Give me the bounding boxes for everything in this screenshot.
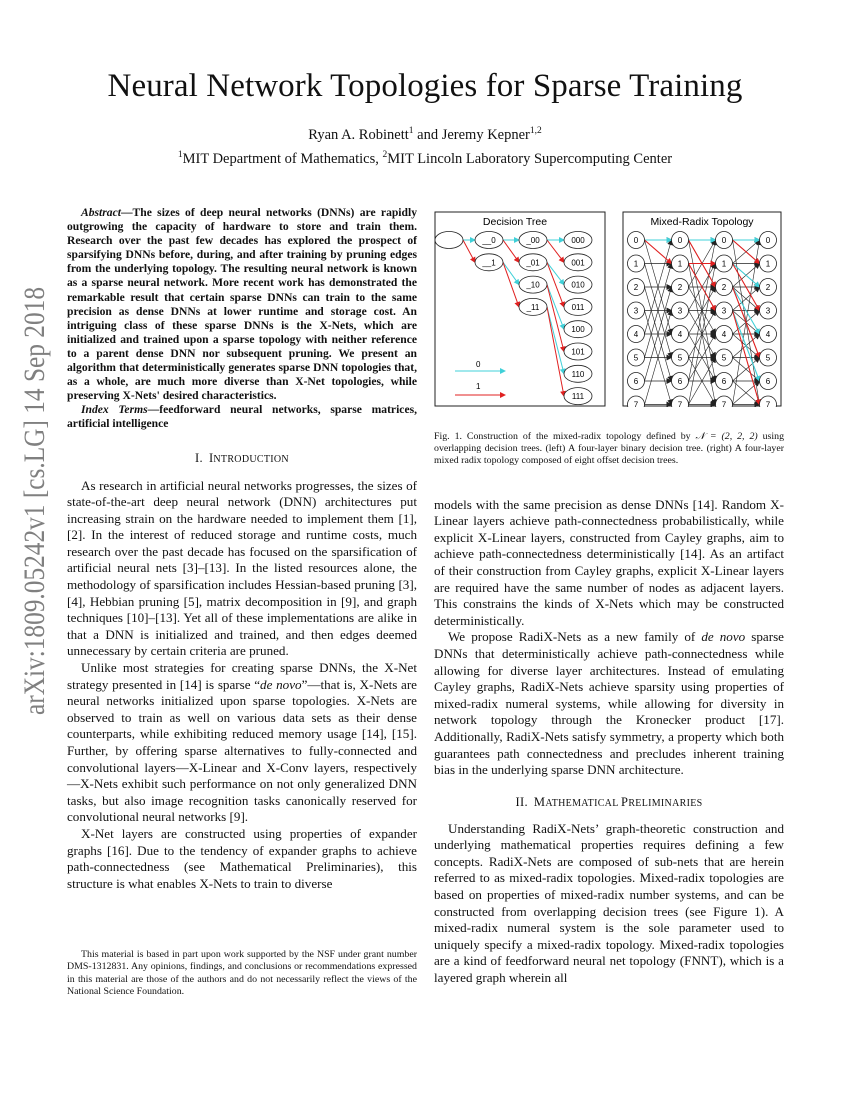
intro-p2-italic: de novo bbox=[260, 676, 302, 692]
mix-node-label: 6 bbox=[633, 377, 639, 386]
mix-node-label: 5 bbox=[633, 353, 639, 363]
section-1-rest: NTRODUCTION bbox=[213, 453, 289, 465]
mix-node-label: 0 bbox=[765, 236, 771, 245]
mix-node-label: 5 bbox=[765, 353, 771, 363]
tree-node-label: 110 bbox=[571, 369, 585, 379]
abstract-lead: Abstract bbox=[81, 206, 121, 219]
section-2-first-a: M bbox=[533, 794, 546, 809]
author-2-sup: 1,2 bbox=[529, 126, 542, 136]
arxiv-stamp-svg bbox=[10, 285, 58, 715]
affil-2: MIT Lincoln Laboratory Supercomputing Center bbox=[387, 151, 673, 167]
intro-p2-part-b: ”—that is, X-Nets are neural networks initialized upon sparse topologies. X-Nets are observed to train as well on various data sets as their dense counterparts, while exhibiting reduced memory usage [14], [15]. Further, by offering sparse alternatives to fully-connected and convolutional layers—X-Linear and X-Conv layers, respectively—X-Nets exhibit such performance on not only generalized DNN tasks, but also image recognition tasks canonically reserved for convolutional neural networks [9]. bbox=[67, 676, 417, 825]
arxiv-stamp-text: arXiv:1809.05242v1 [cs.LG] 14 Sep 2018 bbox=[19, 285, 51, 715]
abstract-text: —The sizes of deep neural networks (DNNs) are rapidly outgrowing the capacity of hardware to store and train them. Research over the past few decades has explored the prospect of sparsifying DNNs before, during, and after training by pruning edges from the underlying topology. The resulting neural network is known as a sparse neural network. More recent work has demonstrated the remarkable result that certain sparse DNNs can train to the same precision as dense DNNs at lower runtime and storage cost. An intriguing class of these sparse DNNs is the X-Nets, which are initialized and trained upon a sparse topology with neither reference to a parent dense DNN nor subsequent pruning. We present an algorithm that deterministically generates sparse DNN topologies that, as a whole, are much more diverse than X-Net topologies, while preserving X-Nets' desired characteristics. bbox=[67, 206, 417, 403]
mix-node-label: 7 bbox=[721, 400, 727, 407]
intro-paragraph-1: As research in artificial neural networks progresses, the sizes of state-of-the-art deep neural network (DNN) architectures put increasing strain on the hardware needed to implement them [1], [2]. In the interest of reduced storage and runtime costs, much research over the past decade has focused on the sparsification of artificial neural nets [3]–[13]. In the listed resources alone, the methodology of sparsification includes Hessian-based pruning [3], [4], Hebbian pruning [5], matrix decomposition in [9], and graph techniques [10]–[13]. Yet all of these implementations are alike in that a DNN is initialized and trained, and then edges deemed unnecessary by certain criteria are pruned. bbox=[67, 477, 417, 659]
mix-node-label: 1 bbox=[633, 259, 639, 269]
arxiv-stamp bbox=[10, 285, 58, 715]
figure-1-caption bbox=[434, 431, 784, 468]
tree-node-label: 011 bbox=[571, 302, 585, 312]
mix-node-label: 7 bbox=[633, 400, 639, 407]
mix-node-label: 7 bbox=[765, 400, 771, 407]
tree-node-label: 111 bbox=[571, 392, 585, 402]
mix-node-label: 6 bbox=[765, 377, 771, 386]
right-column bbox=[434, 209, 784, 987]
right-p2-part-a: We propose RadiX-Nets as a new family of bbox=[448, 629, 702, 645]
section-heading-preliminaries bbox=[434, 795, 784, 810]
section-2-first-b: P bbox=[621, 794, 629, 809]
author-and: and bbox=[413, 127, 442, 143]
intro-paragraph-2 bbox=[67, 660, 417, 826]
intro-p2-part-a: Unlike most strategies for creating sparse DNNs, the X-Net strategy presented in [14] is sparse “ bbox=[67, 660, 417, 692]
decision-tree-title: Decision Tree bbox=[482, 216, 548, 228]
preliminaries-paragraph-1: Understanding RadiX-Nets’ graph-theoretic construction and underlying mathematical properties requires defining a few concepts. RadiX-Nets are composed of sub-nets that are herein referred to as mixed-radix topologies. Mixed-radix topologies are based on properties of mixed-radix number systems, and can be constructed from overlapping decision trees (see Figure 1). A mixed-radix numeral system is the sole parameter used to uniquely specify a mixed-radix topology. Mixed-radix topologies are a kind of feedforward neural net topology (FNNT), which is a layered graph wherein all bbox=[434, 820, 784, 986]
mix-node-label: 7 bbox=[677, 400, 683, 407]
author-line bbox=[0, 127, 850, 144]
mix-node-label: 6 bbox=[721, 377, 727, 386]
mix-node-label: 3 bbox=[633, 306, 639, 316]
abstract bbox=[67, 206, 417, 403]
mix-node-label: 1 bbox=[721, 259, 727, 269]
mix-node-label: 3 bbox=[721, 306, 727, 316]
caption-post: using overlapping decision trees. (left) A four-layer binary decision tree. (right) A four-layer mixed radix topology composed of eight offset decision trees. bbox=[434, 431, 785, 467]
tree-edge bbox=[547, 262, 564, 284]
mixed-radix-title: Mixed-Radix Topology bbox=[650, 216, 754, 228]
tree-node-label: __0 bbox=[482, 236, 496, 245]
right-p2-part-b: sparse DNNs that deterministically achieve path-connectedness while allowing for diverse layer architectures. Instead of emulating Cayley graphs, RadiX-Nets achieve sparsity using properties of mixed-radix numeral systems, while allowing for diversity in network topology through the Kronecker product [17]. Additionally, RadiX-Nets satisfy symmetry, a property which both guarantees path connectedness and precludes inherent training bias in the underlying sparse DNN architecture. bbox=[434, 629, 784, 778]
author-1-sup: 1 bbox=[408, 126, 414, 136]
right-paragraph-2 bbox=[434, 629, 784, 778]
funding-footnote: This material is based in part upon work supported by the NSF under grant number DMS-1312831. Any opinions, findings, and conclusions or recommendations expressed in this material are those of the authors and do not necessarily reflect the views of the National Science Foundation. bbox=[67, 949, 417, 998]
tree-edge bbox=[463, 240, 475, 262]
tree-node-label: 010 bbox=[571, 280, 585, 290]
section-1-first-letter: I bbox=[208, 450, 214, 465]
tree-node-label: _00 bbox=[526, 236, 540, 245]
tree-edge bbox=[547, 240, 564, 262]
legend-label-0: 0 bbox=[476, 360, 481, 369]
intro-paragraph-3: X-Net layers are constructed using properties of expander graphs [16]. Due to the tendency of expander graphs to achieve path-connectedness (see Mathematical Preliminaries), this structure is what enables X-Nets to train to diverse bbox=[67, 825, 417, 891]
paper-title: Neural Network Topologies for Sparse Training bbox=[107, 68, 743, 104]
left-column bbox=[67, 206, 417, 892]
caption-pre: Fig. 1. Construction of the mixed-radix topology defined by bbox=[434, 431, 696, 442]
tree-node-label: _11 bbox=[526, 302, 540, 312]
mix-highlight-edge bbox=[645, 240, 672, 264]
affil-1-sup: 1 bbox=[177, 150, 183, 160]
tree-node-label: 000 bbox=[571, 236, 585, 245]
mix-node-label: 2 bbox=[677, 283, 683, 292]
tree-edge bbox=[503, 262, 519, 307]
mix-node-label: 4 bbox=[633, 330, 639, 339]
mix-node-label: 3 bbox=[765, 306, 771, 316]
section-2-rest-a: ATHEMATICAL bbox=[545, 797, 622, 809]
legend-label-1: 1 bbox=[476, 382, 481, 391]
right-paragraph-1: models with the same precision as dense DNNs [14]. Random X-Linear layers achieve path-connectedness probabilistically, while explicit X-Linear layers, constructed from Cayley graphs, aim to achieve path-connectedness deterministically [14]. As an artifact of their construction from Cayley graphs, explicit X-Linear layers are required have the same number of nodes as adjacent layers. This constrains the kinds of X-Nets which may be constructed deterministically. bbox=[434, 496, 784, 628]
tree-node-label: 001 bbox=[571, 258, 585, 268]
tree-node-label: 101 bbox=[571, 347, 585, 357]
mix-node-label: 4 bbox=[765, 330, 771, 339]
tree-node-label: _10 bbox=[526, 280, 540, 290]
mix-node-label: 2 bbox=[721, 283, 727, 292]
affil-1: MIT Department of Mathematics, bbox=[182, 151, 383, 167]
decision-tree-nodes bbox=[435, 232, 592, 405]
mix-node-label: 1 bbox=[765, 259, 771, 269]
affil-2-sup: 2 bbox=[382, 150, 388, 160]
tree-edge bbox=[503, 240, 519, 262]
section-2-rest-b: RELIMINARIES bbox=[628, 797, 703, 809]
index-terms-text: —feedforward neural networks, sparse matrices, artificial intelligence bbox=[67, 403, 417, 431]
affiliation-line bbox=[0, 151, 850, 168]
mix-node-label: 0 bbox=[721, 236, 727, 245]
tree-edge bbox=[547, 262, 564, 307]
figure-1-diagram bbox=[434, 209, 784, 407]
mixed-radix-edges bbox=[645, 240, 760, 405]
tree-node-label: __1 bbox=[482, 258, 496, 268]
mix-node-label: 0 bbox=[677, 236, 683, 245]
section-2-number: II. bbox=[515, 794, 528, 809]
tree-edge bbox=[503, 262, 519, 284]
mix-node-label: 0 bbox=[633, 236, 639, 245]
caption-math: 𝒩 = (2, 2, 2) bbox=[695, 431, 758, 442]
mix-node-label: 2 bbox=[765, 283, 771, 292]
author-1: Ryan A. Robinett bbox=[308, 127, 409, 143]
mix-node-label: 6 bbox=[677, 377, 683, 386]
tree-edge bbox=[547, 307, 564, 396]
index-terms-lead: Index Terms bbox=[81, 403, 148, 417]
figure-1 bbox=[434, 209, 784, 407]
tree-node bbox=[435, 232, 463, 249]
tree-node-label: _01 bbox=[526, 258, 540, 268]
author-2: Jeremy Kepner bbox=[441, 127, 530, 143]
figure-legend bbox=[455, 360, 505, 395]
section-1-number: I. bbox=[195, 450, 203, 465]
mix-node-label: 5 bbox=[721, 353, 727, 363]
tree-node-label: 100 bbox=[571, 325, 585, 335]
mix-node-label: 5 bbox=[677, 353, 683, 363]
mix-node-label: 3 bbox=[677, 306, 683, 316]
right-p2-italic: de novo bbox=[701, 629, 746, 645]
mix-node-label: 4 bbox=[677, 330, 683, 339]
index-terms bbox=[67, 403, 417, 431]
mix-node-label: 4 bbox=[721, 330, 727, 339]
mix-node-label: 1 bbox=[677, 259, 683, 269]
mix-node-label: 2 bbox=[633, 283, 639, 292]
section-heading-introduction bbox=[67, 451, 417, 466]
